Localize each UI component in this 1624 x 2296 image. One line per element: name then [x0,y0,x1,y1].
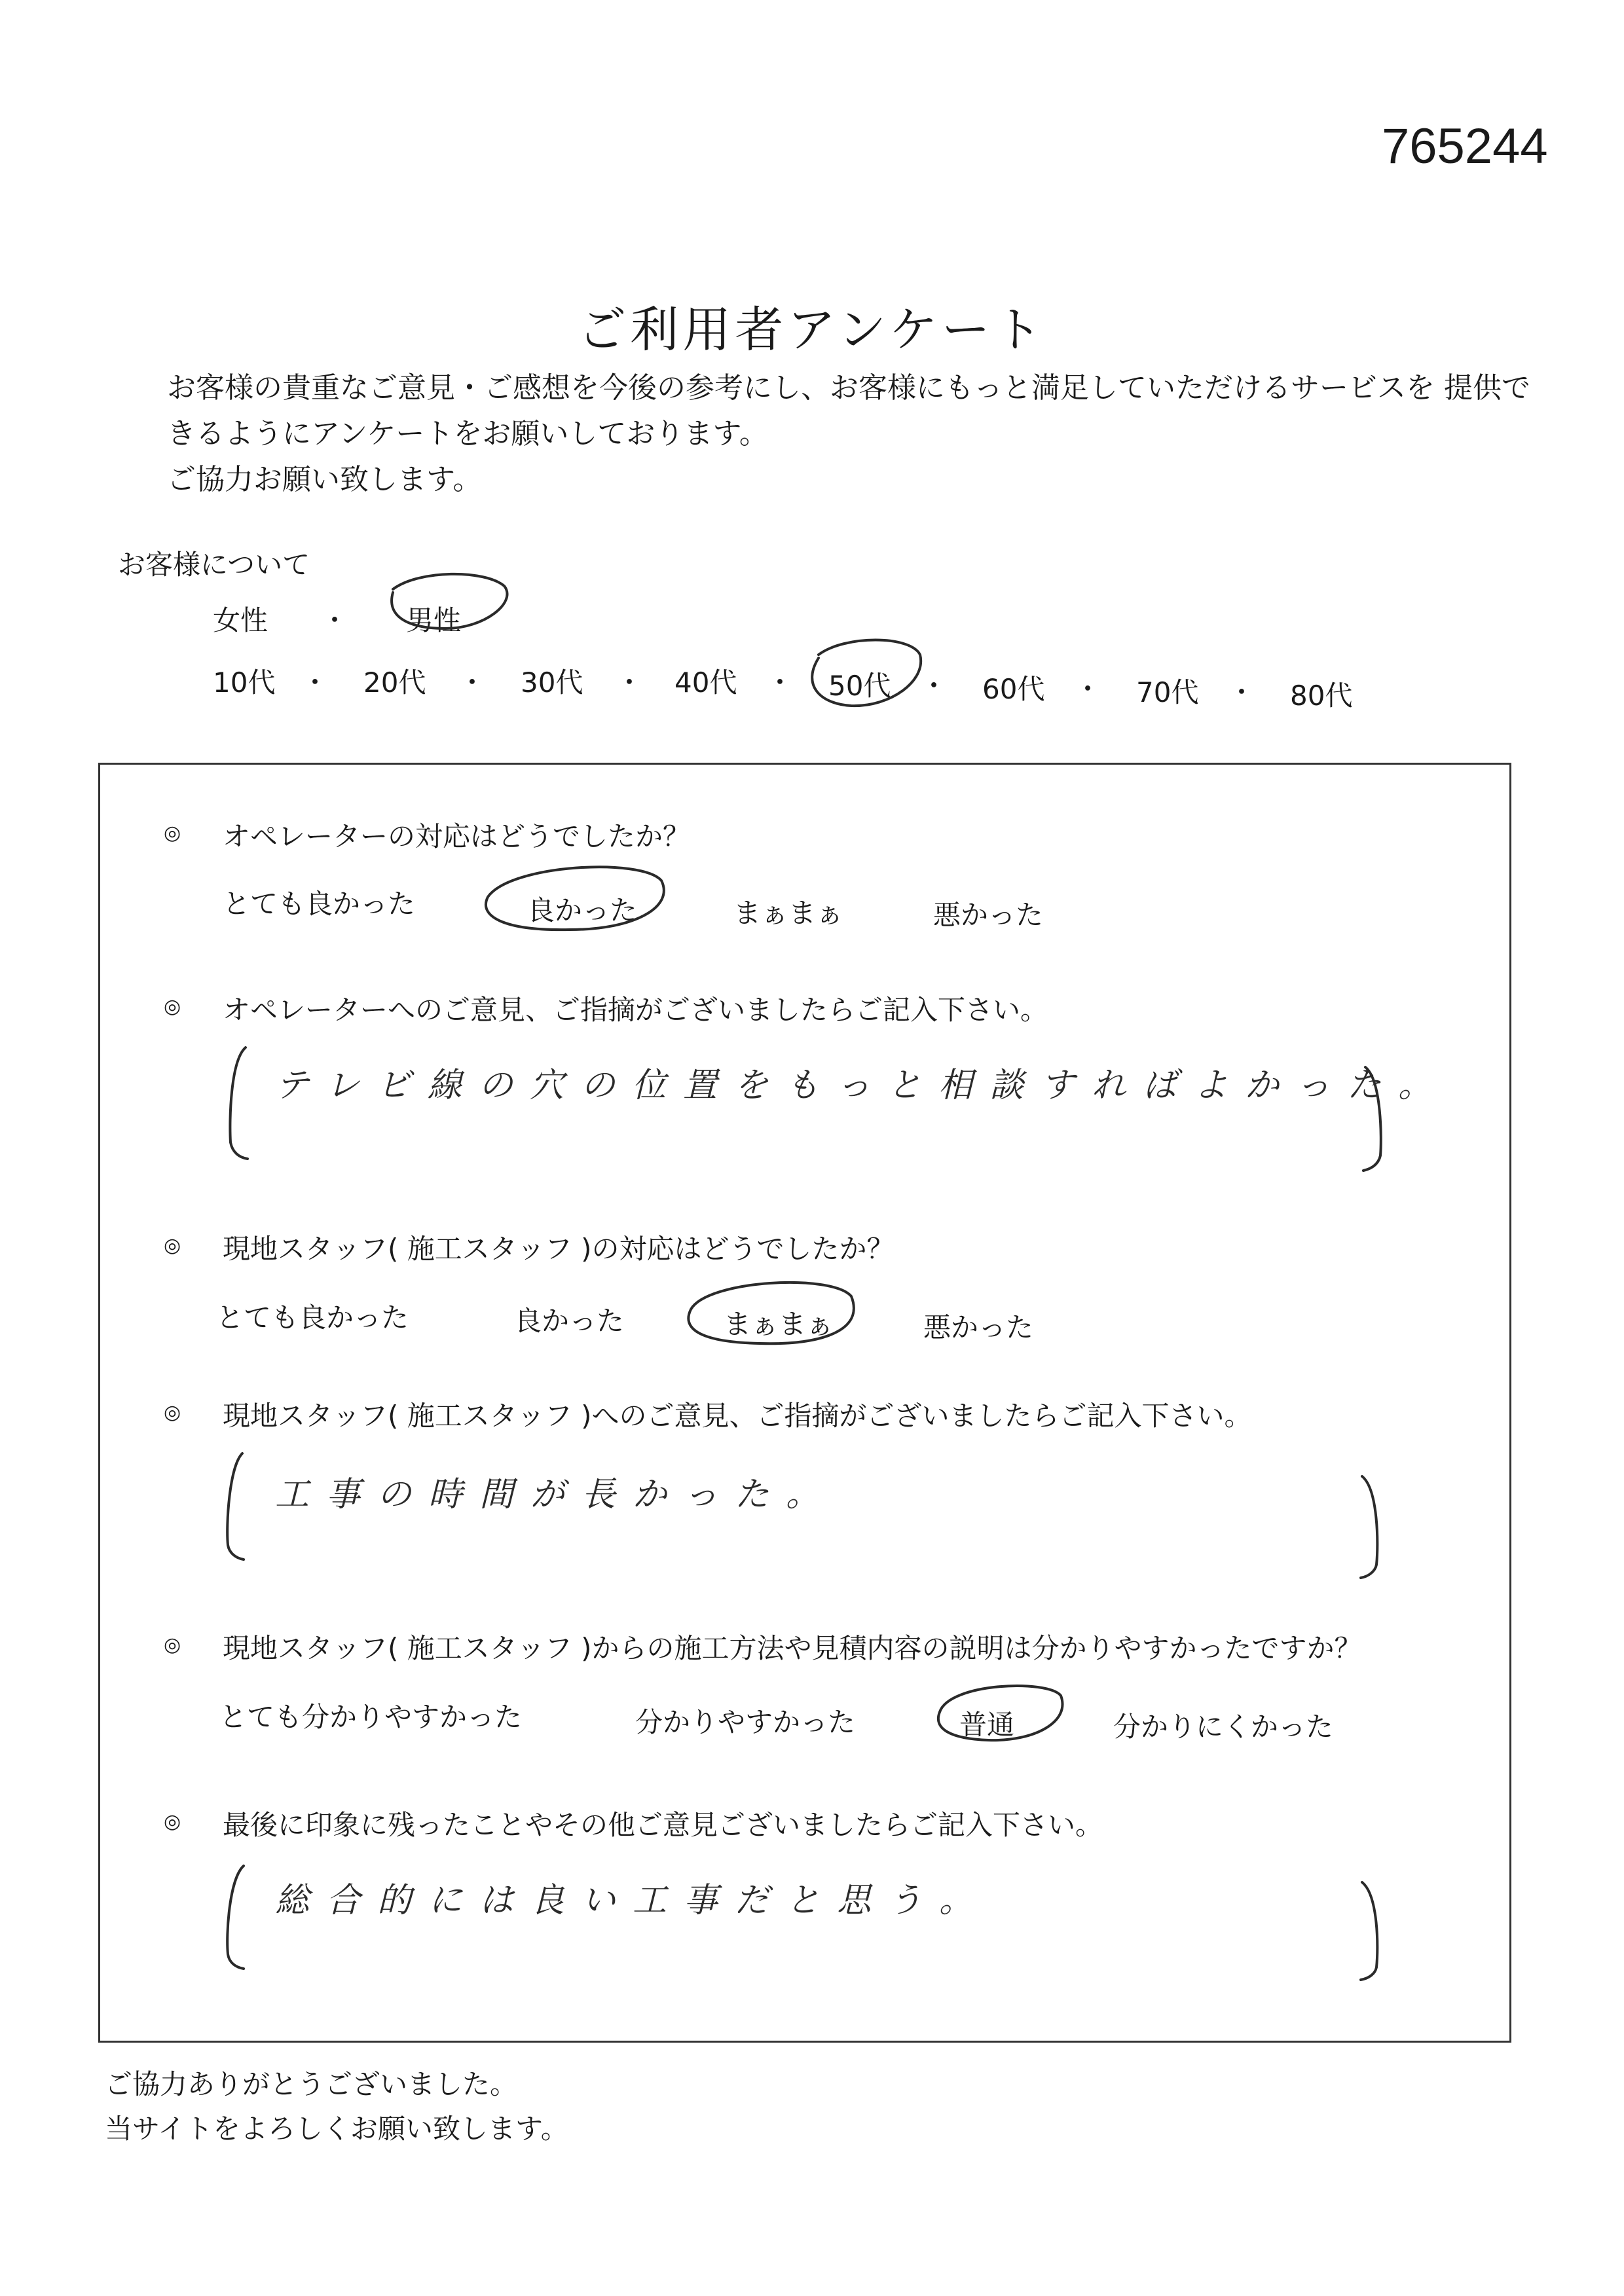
q5-option-normal[interactable]: 普通 [959,1709,1015,1741]
question-operator-response: オペレーターの対応はどうでしたか？ [223,820,691,852]
q5-option-clear[interactable]: 分かりやすかった [635,1706,856,1738]
age-option-20s[interactable]: 20代 [363,666,426,699]
closing-message [105,2062,568,2151]
closing-line: 当サイトをよろしくお願い致します。 [105,2113,568,2145]
gender-option-female[interactable]: 女性 [213,604,268,636]
bullet-icon: ◎ [164,995,181,1018]
age-option-70s[interactable]: 70代 [1136,676,1199,708]
closing-line: ご協力ありがとうございました。 [105,2068,518,2100]
q3-option-very-good[interactable]: とても良かった [216,1302,409,1334]
q3-option-bad[interactable]: 悪かった [923,1311,1034,1343]
age-option-10s[interactable]: 10代 [213,666,276,699]
q1-option-good[interactable]: 良かった [527,894,638,926]
gender-option-male[interactable]: 男性 [406,604,462,636]
intro-line: ご協力お願い致します。 [167,463,482,496]
q2-handwritten-answer[interactable]: テレビ線の穴の位置をもっと相談すればよかった。 [275,1066,1449,1105]
separator: ・ [301,666,329,699]
intro-text [167,365,1549,503]
age-option-50s[interactable]: 50代 [828,670,891,702]
document-id: 765244 [1382,118,1548,174]
separator: ・ [616,666,644,699]
question-staff-comments: 現地スタッフ( 施工スタッフ )へのご意見、ご指摘がございましたらご記入下さい。 [223,1400,1252,1432]
page-title: ご利用者アンケート [578,302,1046,358]
q6-handwritten-answer[interactable]: 総合的には良い工事だと思う。 [275,1881,991,1920]
age-option-80s[interactable]: 80代 [1290,680,1353,712]
q3-option-good[interactable]: 良かった [514,1305,625,1337]
age-option-30s[interactable]: 30代 [521,666,583,699]
bullet-icon: ◎ [164,1401,181,1424]
question-explanation-clarity: 現地スタッフ( 施工スタッフ )からの施工方法や見積内容の説明は分かりやすかったですか？ [223,1632,1362,1664]
age-option-60s[interactable]: 60代 [982,673,1045,705]
bullet-icon: ◎ [164,1633,181,1656]
age-option-40s[interactable]: 40代 [674,666,737,699]
q1-option-very-good[interactable]: とても良かった [223,888,416,920]
question-staff-response: 現地スタッフ( 施工スタッフ )の対応はどうでしたか？ [223,1233,895,1265]
separator: ・ [321,604,349,636]
bullet-icon: ◎ [164,1810,181,1833]
separator: ・ [458,666,487,699]
customer-section-label: お客様について [118,549,310,581]
q5-option-very-clear[interactable]: とても分かりやすかった [219,1701,523,1733]
bullet-icon: ◎ [164,1234,181,1257]
q1-option-bad[interactable]: 悪かった [933,899,1044,931]
question-operator-comments: オペレーターへのご意見、ご指摘がございましたらご記入下さい。 [223,994,1048,1026]
question-final-comments: 最後に印象に残ったことやその他ご意見ございましたらご記入下さい。 [223,1809,1103,1841]
intro-line: お客様の貴重なご意見・ご感想を今後の参考にし、お客様にもっと満足していただけるサービスを 提供で [167,371,1530,405]
separator: ・ [1074,673,1102,705]
separator: ・ [766,666,794,699]
intro-line: きるようにアンケートをお願いしております。 [167,417,768,450]
separator: ・ [920,670,948,702]
q1-option-so-so[interactable]: まぁまぁ [733,897,844,929]
q5-option-unclear[interactable]: 分かりにくかった [1113,1711,1334,1743]
bullet-icon: ◎ [164,822,181,845]
q3-option-so-so[interactable]: まぁまぁ [724,1308,834,1340]
q4-handwritten-answer[interactable]: 工事の時間が長かった。 [275,1475,838,1514]
separator: ・ [1228,676,1256,708]
